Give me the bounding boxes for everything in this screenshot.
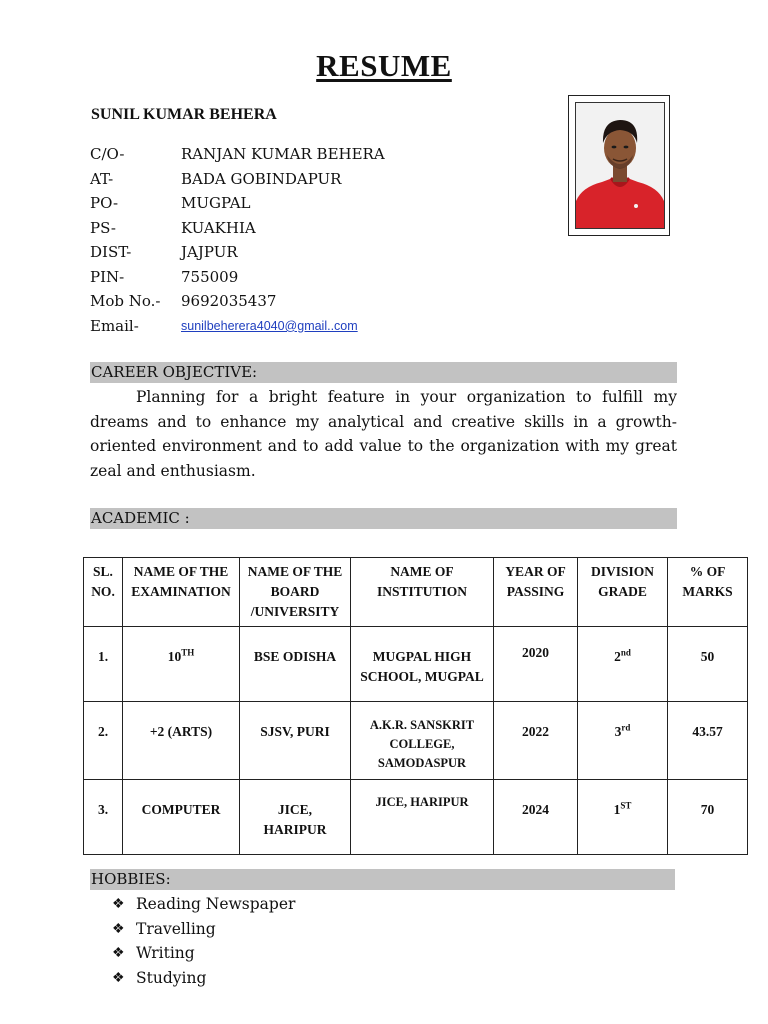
header-marks: % OF MARKS <box>668 558 748 627</box>
list-item <box>112 941 295 966</box>
header-sl-no: SL. NO. <box>84 558 123 627</box>
cell-marks: 43.57 <box>668 702 748 780</box>
cell-board: SJSV, PURI <box>240 702 351 780</box>
cell-institution: JICE, HARIPUR <box>351 780 494 855</box>
diamond-bullet-icon: ❖ <box>112 920 125 937</box>
profile-photo-frame <box>568 95 670 236</box>
detail-row-email <box>90 314 385 339</box>
cell-institution: A.K.R. SANSKRIT COLLEGE, SAMODASPUR <box>351 702 494 780</box>
diamond-bullet-icon: ❖ <box>112 896 125 913</box>
cell-sl: 3. <box>84 780 123 855</box>
cell-year: 2020 <box>494 627 578 702</box>
detail-value: MUGPAL <box>181 194 251 213</box>
detail-label: Mob No.- <box>90 292 161 311</box>
cell-sl: 1. <box>84 627 123 702</box>
detail-label: PO- <box>90 194 119 213</box>
detail-label: PIN- <box>90 267 125 286</box>
cell-marks: 50 <box>668 627 748 702</box>
detail-label: DIST- <box>90 243 132 262</box>
detail-label: PS- <box>90 218 116 237</box>
detail-value: 9692035437 <box>181 292 277 311</box>
candidate-name: SUNIL KUMAR BEHERA <box>91 106 277 123</box>
hobbies-list <box>112 892 295 990</box>
hobby-label: Travelling <box>136 919 216 938</box>
cell-division: 3rd <box>578 702 668 780</box>
detail-label: AT- <box>90 169 114 188</box>
cell-year: 2024 <box>494 780 578 855</box>
academic-table <box>83 557 748 855</box>
hobby-label: Reading Newspaper <box>136 895 296 914</box>
email-link[interactable]: sunilbeherera4040@gmail..com <box>181 318 358 333</box>
list-item <box>112 892 295 917</box>
table-row <box>84 780 748 855</box>
list-item <box>112 966 295 991</box>
cell-exam: COMPUTER <box>123 780 240 855</box>
detail-row-pin <box>90 265 385 290</box>
resume-title: RESUME <box>316 48 452 83</box>
detail-value: JAJPUR <box>181 243 238 262</box>
detail-value: RANJAN KUMAR BEHERA <box>181 145 385 164</box>
diamond-bullet-icon: ❖ <box>112 969 125 986</box>
profile-photo <box>575 102 665 229</box>
hobbies-heading: HOBBIES: <box>90 869 675 890</box>
table-header-row <box>84 558 748 627</box>
academic-heading: ACADEMIC : <box>90 508 677 529</box>
detail-row-mobile <box>90 289 385 314</box>
cell-division: 2nd <box>578 627 668 702</box>
personal-details <box>90 142 385 338</box>
detail-value: 755009 <box>181 267 239 286</box>
cell-board: BSE ODISHA <box>240 627 351 702</box>
table-row <box>84 702 748 780</box>
hobby-label: Writing <box>136 944 195 963</box>
header-board: NAME OF THE BOARD /UNIVERSITY <box>240 558 351 627</box>
cell-exam: +2 (ARTS) <box>123 702 240 780</box>
cell-institution: MUGPAL HIGH SCHOOL, MUGPAL <box>351 627 494 702</box>
cell-year: 2022 <box>494 702 578 780</box>
detail-row-co <box>90 142 385 167</box>
hobby-label: Studying <box>136 968 207 987</box>
career-objective-text: Planning for a bright feature in your organization to fulfill my dreams and to enhance my analytical and creative skills in a growth-oriented environment and to add value to the organization with my great zeal and enthusiasm. <box>90 388 677 480</box>
detail-value: BADA GOBINDAPUR <box>181 169 342 188</box>
career-objective-heading: CAREER OBJECTIVE: <box>90 362 677 383</box>
detail-row-po <box>90 191 385 216</box>
header-division: DIVISION GRADE <box>578 558 668 627</box>
list-item <box>112 917 295 942</box>
detail-row-at <box>90 167 385 192</box>
header-year: YEAR OF PASSING <box>494 558 578 627</box>
cell-division: 1ST <box>578 780 668 855</box>
detail-row-dist <box>90 240 385 265</box>
detail-label: Email- <box>90 316 139 335</box>
detail-value: KUAKHIA <box>181 218 256 237</box>
header-institution: NAME OF INSTITUTION <box>351 558 494 627</box>
cell-exam: 10TH <box>123 627 240 702</box>
table-row <box>84 627 748 702</box>
detail-label: C/O- <box>90 145 125 164</box>
diamond-bullet-icon: ❖ <box>112 945 125 962</box>
header-examination: NAME OF THE EXAMINATION <box>123 558 240 627</box>
cell-sl: 2. <box>84 702 123 780</box>
person-photo-icon <box>576 103 664 228</box>
cell-board: JICE, HARIPUR <box>240 780 351 855</box>
cell-marks: 70 <box>668 780 748 855</box>
detail-row-ps <box>90 216 385 241</box>
